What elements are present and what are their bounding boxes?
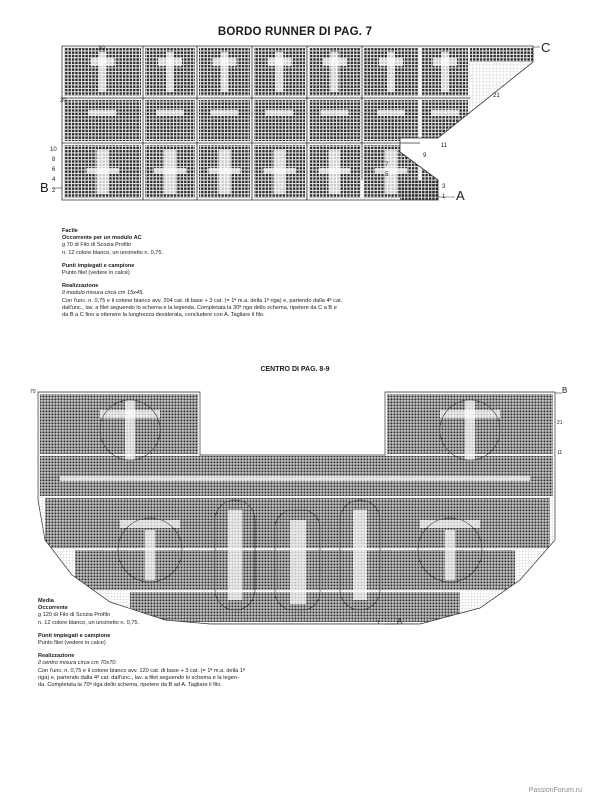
realization-line: Con l'unc. n. 0,75 e il cotone bianco avv. 120 cat. di base + 3 cat. (= 1ª m.a. della 1ª (38, 667, 245, 674)
section2-title: CENTRO DI PAG. 8-9 (260, 366, 330, 373)
filet-space (154, 168, 186, 174)
filet-space (156, 110, 184, 116)
filet-space (145, 530, 155, 580)
row-label-1: 1 (442, 194, 446, 200)
filet-space (353, 510, 367, 600)
materials-line: n. 12 colore bianco, un uncinetto n. 0,75. (62, 249, 164, 256)
realization-line: da B a C fino a ottenere la lunghezza desiderata, concludere con A. Tagliare il filo. (62, 312, 265, 319)
filet-block (145, 100, 195, 141)
filet-space (221, 52, 229, 92)
materials-title: Occorrente per un modulo AC (62, 235, 142, 242)
row-label-3: 3 (442, 184, 446, 190)
filet-space (465, 400, 475, 460)
row-label-20: 20 (60, 98, 67, 104)
row-label-11: 11 (557, 450, 563, 456)
realization-size: Il modulo misura circa cm 15x45. (62, 290, 144, 297)
filet-block (364, 100, 418, 141)
realization-line: da. Completata la 70ª riga dello schema, ripetere da B ad A. Tagliare il filo. (38, 682, 222, 689)
watermark: PassionForum.ru (528, 787, 582, 794)
filet-space (89, 110, 117, 116)
stitches-line: Punto filet (vedere in calce) (62, 270, 130, 277)
filet-space (387, 52, 395, 92)
filet-space (209, 168, 241, 174)
section1-title: BORDO RUNNER DI PAG. 7 (217, 26, 373, 38)
filet-space (319, 168, 351, 174)
filet-space (431, 110, 459, 116)
row-label-1: 1 (377, 620, 380, 626)
filet-space (290, 520, 306, 604)
realization-title: Realizzazione (38, 653, 75, 660)
stitches-title: Punti impiegati e campione (62, 262, 135, 269)
filet-space (377, 110, 405, 116)
difficulty: Media (38, 598, 54, 604)
row-label-30: 30 (98, 46, 105, 52)
filet-block (40, 394, 198, 454)
marker-A: A (456, 188, 465, 203)
materials-line: g 120 di Filo di Scozia Profilo (38, 612, 111, 619)
filet-block (199, 100, 250, 141)
row-label-5: 5 (385, 172, 389, 178)
filet-space (331, 52, 339, 92)
row-label-21: 21 (493, 93, 500, 99)
instructions-border (62, 228, 542, 319)
filet-space (99, 52, 107, 92)
filet-space (211, 110, 239, 116)
marker-C: C (541, 40, 551, 55)
row-label-70: 70 (30, 389, 36, 395)
realization-line: dall'unc., lav. a filet seguendo lo schema e la legenda. Completata la 30ª riga dello schema, ripetere da C a B e (62, 304, 337, 311)
filet-space (321, 110, 349, 116)
filet-space (87, 168, 119, 174)
row-label-4: 4 (52, 177, 56, 183)
filet-space (60, 476, 530, 481)
materials-line: n. 12 colore bianco, un uncinetto n. 0,75. (38, 619, 140, 626)
filet-block (400, 180, 438, 200)
filet-space (125, 400, 135, 460)
filet-space (375, 168, 407, 174)
materials-line: g 70 di Filo di Scozia Profilo (62, 242, 132, 249)
filet-space (266, 110, 294, 116)
stitches-line: Punto filet (vedere in calce) (38, 640, 106, 647)
difficulty: Facile (62, 228, 78, 234)
realization-line: riga) e, partendo dalla 4ª cat. dall'unc., lav. a filet seguendo lo schema e la legen- (38, 674, 239, 681)
filet-space (420, 520, 480, 528)
instructions-center (38, 598, 338, 689)
filet-chart-border (0, 0, 590, 210)
marker-B: B (562, 386, 568, 395)
realization-line: Con l'unc. n. 0,75 e il cotone bianco avv. 204 cat. di base + 3 cat. (= 1ª m.a. della 1ª riga) e, partendo dalla 4ª cat. (62, 297, 343, 304)
realization-title: Realizzazione (62, 283, 99, 290)
row-label-10: 10 (50, 147, 57, 153)
filet-block (254, 100, 305, 141)
filet-space (264, 168, 296, 174)
filet-space (445, 530, 455, 580)
row-label-21: 21 (557, 420, 563, 426)
realization-size: Il centro misura circa cm 70x70. (38, 660, 117, 667)
marker-A: A (397, 617, 403, 626)
row-label-9: 9 (423, 153, 427, 159)
materials-title: Occorrente (38, 605, 68, 612)
filet-space (441, 52, 449, 92)
filet-block (64, 100, 141, 141)
filet-space (429, 168, 461, 174)
stitches-title: Punti impiegati e campione (38, 632, 111, 639)
filet-space (166, 52, 174, 92)
row-label-2: 2 (52, 188, 56, 194)
row-label-8: 8 (52, 157, 56, 163)
row-label-7: 7 (385, 162, 389, 168)
filet-space (228, 510, 242, 600)
filet-space (276, 52, 284, 92)
filet-block (422, 100, 468, 141)
marker-B: B (40, 180, 49, 195)
filet-block (309, 100, 360, 141)
filet-block (470, 48, 533, 62)
row-label-6: 6 (52, 167, 56, 173)
row-label-11: 11 (441, 143, 448, 149)
filet-space (120, 520, 180, 528)
